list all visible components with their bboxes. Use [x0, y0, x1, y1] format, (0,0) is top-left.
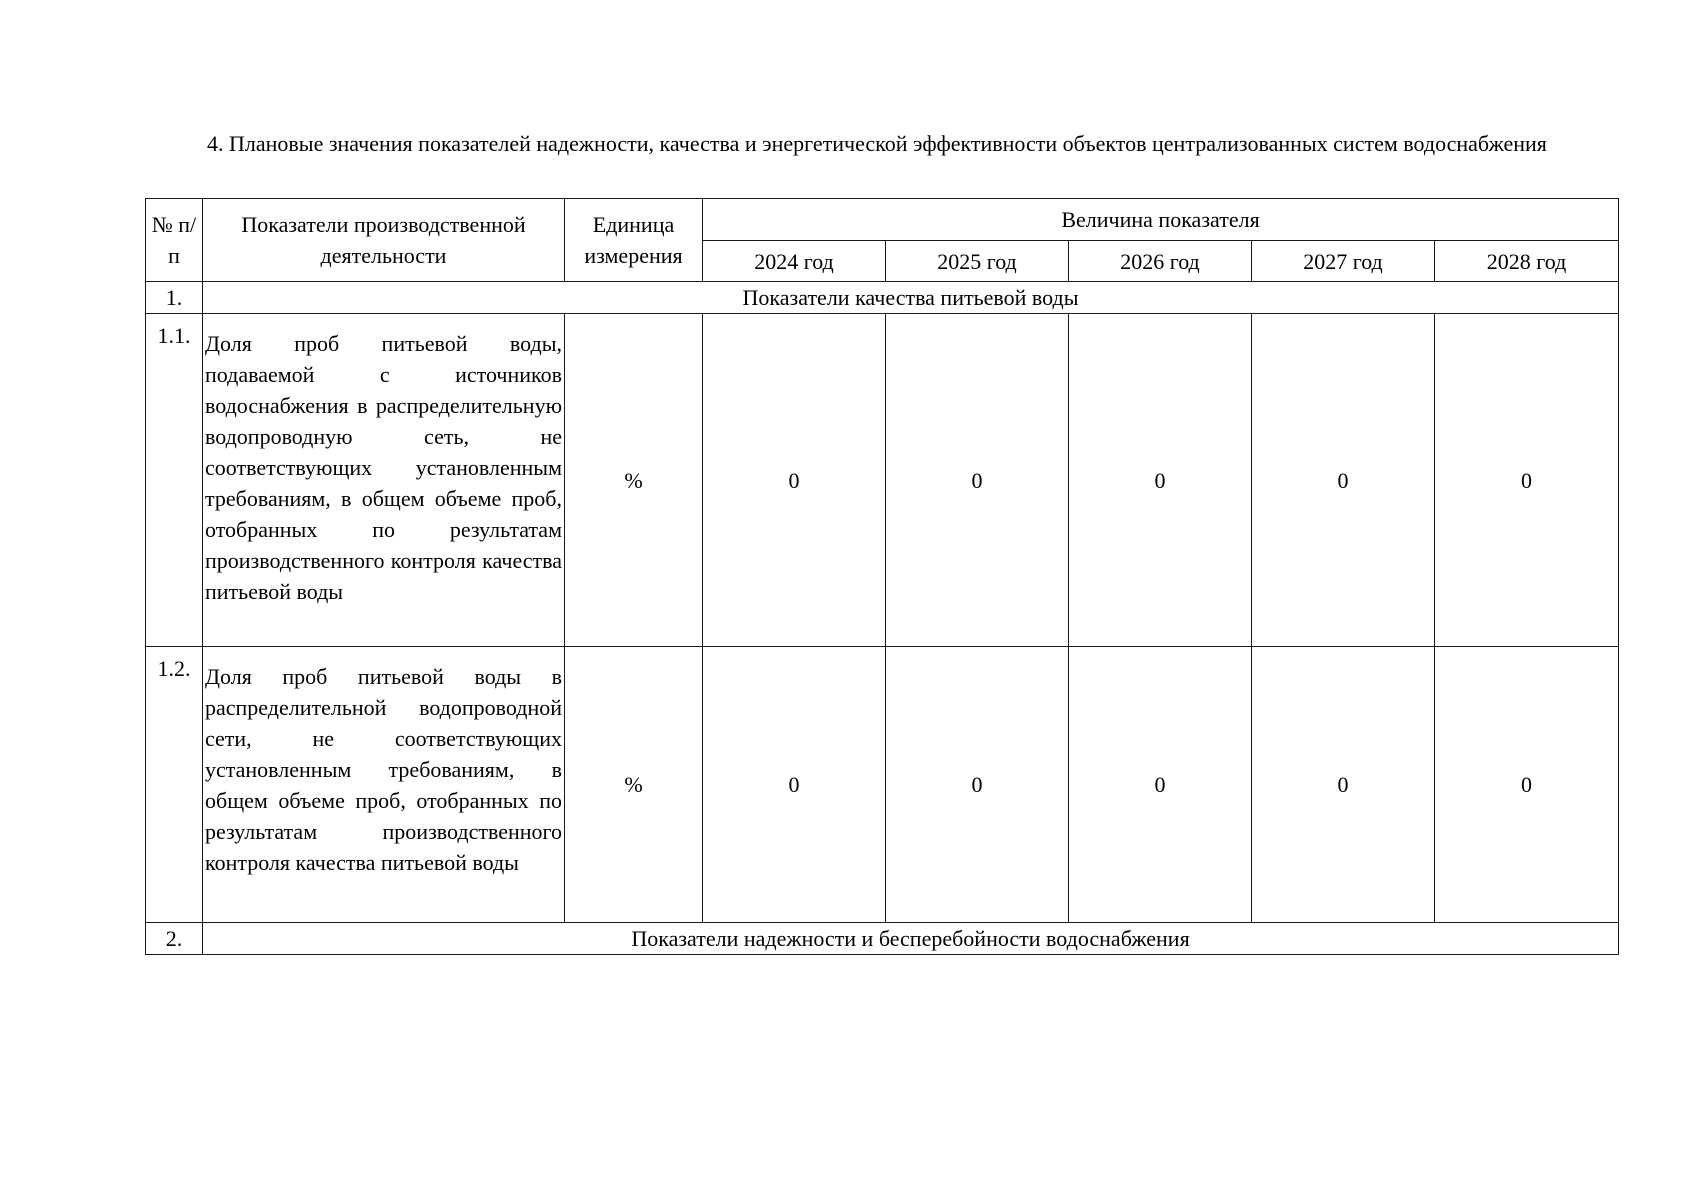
table-header-row	[146, 199, 1619, 241]
row-unit: %	[565, 647, 703, 923]
indicators-table	[145, 198, 1619, 955]
table-row	[146, 647, 1619, 923]
row-value: 0	[1435, 647, 1619, 923]
table-row	[146, 314, 1619, 647]
header-year: 2025 год	[886, 241, 1069, 282]
section-row	[146, 282, 1619, 314]
section-title: Показатели надежности и бесперебойности водоснабжения	[203, 923, 1619, 955]
row-value: 0	[703, 314, 886, 647]
document-title: 4. Плановые значения показателей надежности, качества и энергетической эффективности объектов централизованных систем водоснабжения	[207, 131, 1547, 156]
section-number: 2.	[146, 923, 203, 955]
row-value: 0	[1069, 647, 1252, 923]
header-value-group: Величина показателя	[703, 199, 1619, 241]
row-indicator: Доля проб питьевой воды в распределительной водопроводной сети, не соответствующих установленным требованиям, в общем объеме проб, отобранных по результатам производственного контроля качества питьевой воды	[203, 647, 565, 923]
section-number: 1.	[146, 282, 203, 314]
header-year: 2027 год	[1252, 241, 1435, 282]
row-unit: %	[565, 314, 703, 647]
row-value: 0	[1069, 314, 1252, 647]
section-title: Показатели качества питьевой воды	[203, 282, 1619, 314]
row-value: 0	[1252, 314, 1435, 647]
row-number: 1.2.	[146, 647, 203, 923]
row-value: 0	[886, 314, 1069, 647]
header-number: № п/п	[146, 199, 203, 282]
section-row	[146, 923, 1619, 955]
row-value: 0	[1435, 314, 1619, 647]
header-year: 2024 год	[703, 241, 886, 282]
row-value: 0	[886, 647, 1069, 923]
header-unit: Единица измерения	[565, 199, 703, 282]
header-indicator: Показатели производственной деятельности	[203, 199, 565, 282]
header-year: 2026 год	[1069, 241, 1252, 282]
row-indicator: Доля проб питьевой воды, подаваемой с источников водоснабжения в распределительную водопроводную сеть, не соответствующих установленным требованиям, в общем объеме проб, отобранных по результатам производственного контроля качества питьевой воды	[203, 314, 565, 647]
row-value: 0	[703, 647, 886, 923]
row-number: 1.1.	[146, 314, 203, 647]
row-value: 0	[1252, 647, 1435, 923]
header-year: 2028 год	[1435, 241, 1619, 282]
